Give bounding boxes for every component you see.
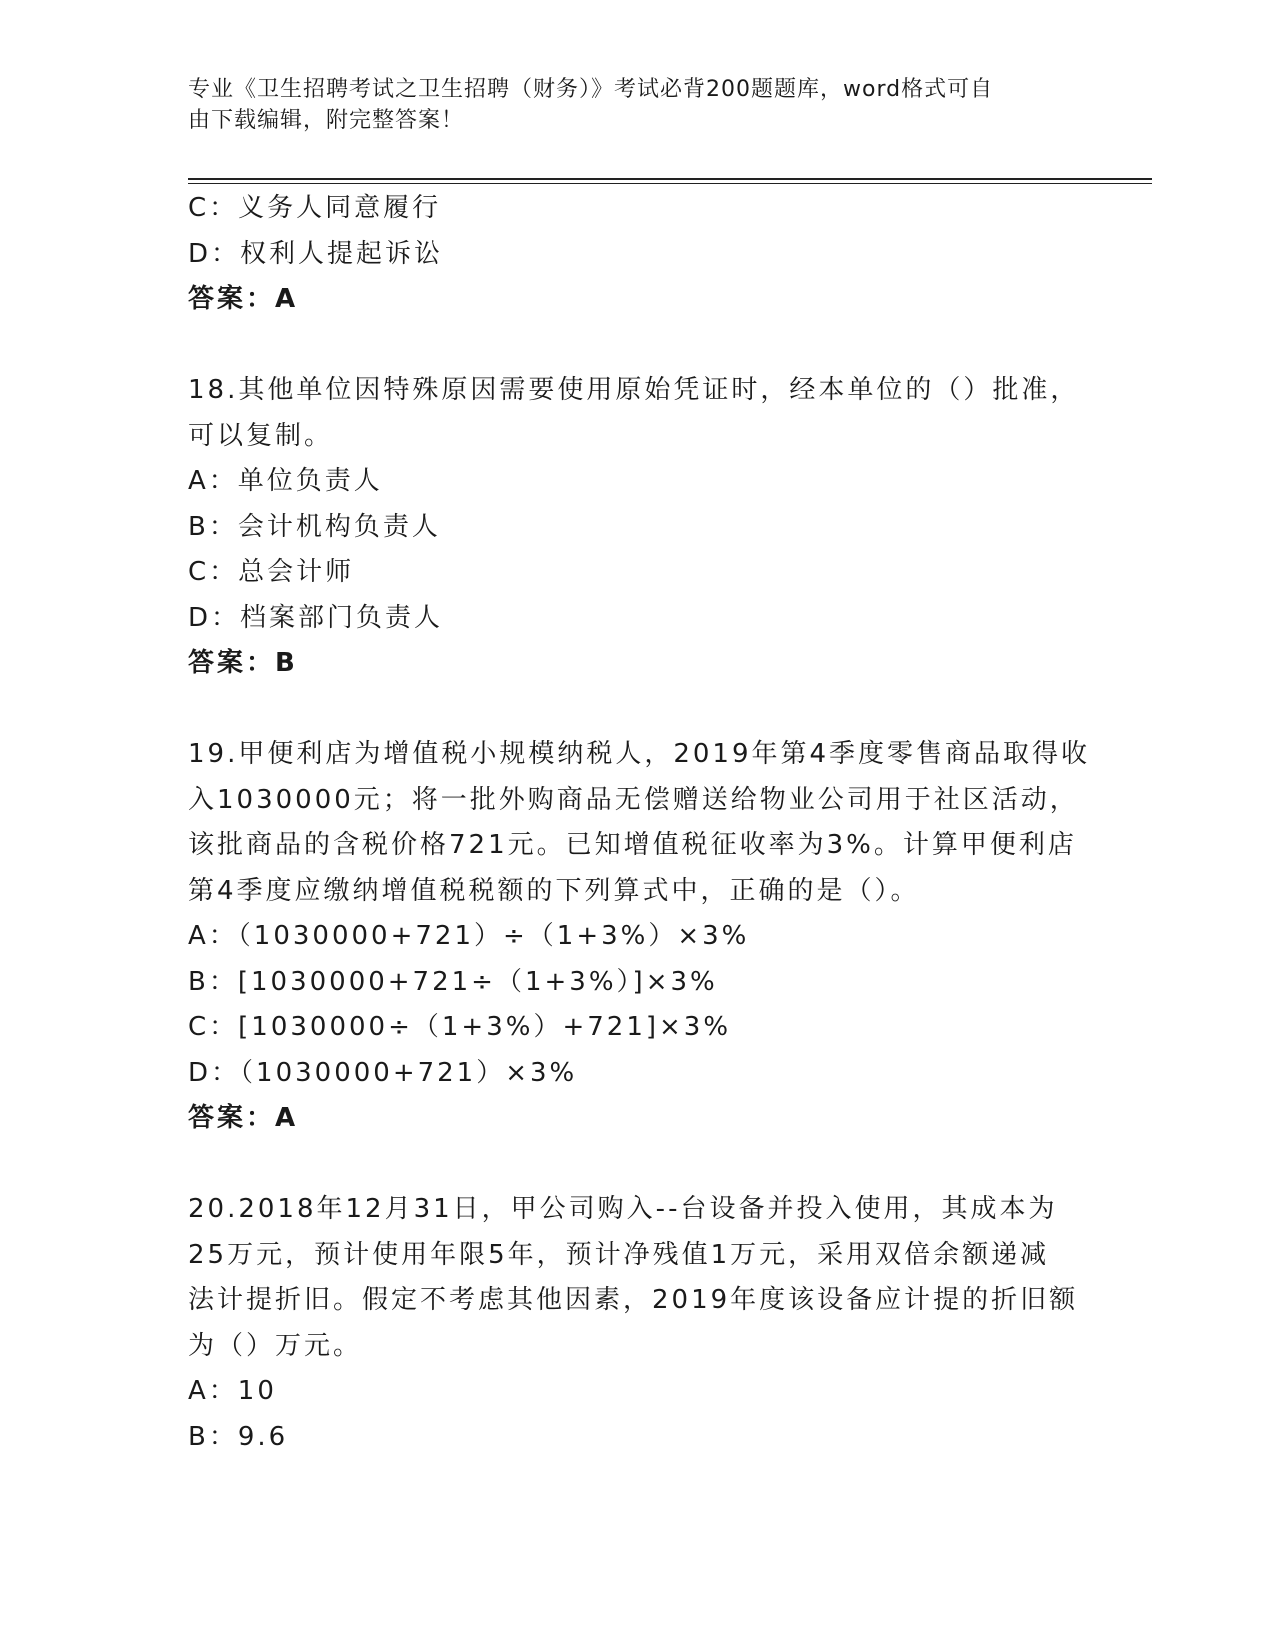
question-20 xyxy=(188,1187,1088,1460)
option-c: C：义务人同意履行 xyxy=(188,193,442,223)
question-text: 25万元，预计使用年限5年，预计净残值1万元，采用双倍余额递减 xyxy=(188,1239,1050,1270)
spacer xyxy=(188,687,1088,733)
option-c: C：[1030000÷（1+3%）+721]×3% xyxy=(188,1012,732,1042)
document-body xyxy=(188,186,1091,1460)
question-text: 18.其他单位因特殊原因需要使用原始凭证时，经本单位的（）批准， xyxy=(188,375,1080,405)
header-divider-thick xyxy=(188,178,1152,180)
prev-question xyxy=(188,186,1088,323)
option-d: D：档案部门负责人 xyxy=(188,602,444,633)
question-text: 法计提折旧。假定不考虑其他因素，2019年度该设备应计提的折旧额 xyxy=(188,1285,1079,1315)
answer: 答案：B xyxy=(188,648,298,678)
question-text: 该批商品的含税价格721元。已知增值税征收率为3%。计算甲便利店 xyxy=(188,830,1077,860)
option-c: C：总会计师 xyxy=(188,557,355,587)
answer: 答案：A xyxy=(188,284,299,314)
question-text: 20.2018年12月31日，甲公司购入--台设备并投入使用，其成本为 xyxy=(188,1194,1058,1224)
question-text: 可以复制。 xyxy=(188,420,334,451)
document-header xyxy=(188,74,1088,136)
option-a: A：10 xyxy=(188,1376,277,1406)
option-a: A：单位负责人 xyxy=(188,466,383,496)
header-line-2: 由下载编辑，附完整答案！ xyxy=(188,108,465,133)
spacer xyxy=(188,1142,1088,1188)
question-text: 入1030000元；将一批外购商品无偿赠送给物业公司用于社区活动， xyxy=(188,784,1079,815)
question-18 xyxy=(188,368,1088,687)
option-b: B：[1030000+721÷（1+3%）]×3% xyxy=(188,966,718,997)
option-d: D：权利人提起诉讼 xyxy=(188,238,444,269)
question-text: 19.甲便利店为增值税小规模纳税人，2019年第4季度零售商品取得收 xyxy=(188,739,1091,769)
option-d: D：（1030000+721）×3% xyxy=(188,1057,578,1088)
option-a: A：（1030000+721）÷（1+3%）×3% xyxy=(188,921,750,951)
spacer xyxy=(188,323,1088,369)
question-text: 为（）万元。 xyxy=(188,1330,363,1361)
question-19 xyxy=(188,732,1091,1142)
header-divider-thin xyxy=(188,183,1152,184)
question-text: 第4季度应缴纳增值税税额的下列算式中，正确的是（）。 xyxy=(188,875,920,906)
header-line-1: 专业《卫生招聘考试之卫生招聘（财务）》考试必背200题题库，word格式可自 xyxy=(188,77,994,102)
answer: 答案：A xyxy=(188,1103,299,1133)
option-b: B：会计机构负责人 xyxy=(188,511,441,542)
option-b: B：9.6 xyxy=(188,1421,289,1452)
